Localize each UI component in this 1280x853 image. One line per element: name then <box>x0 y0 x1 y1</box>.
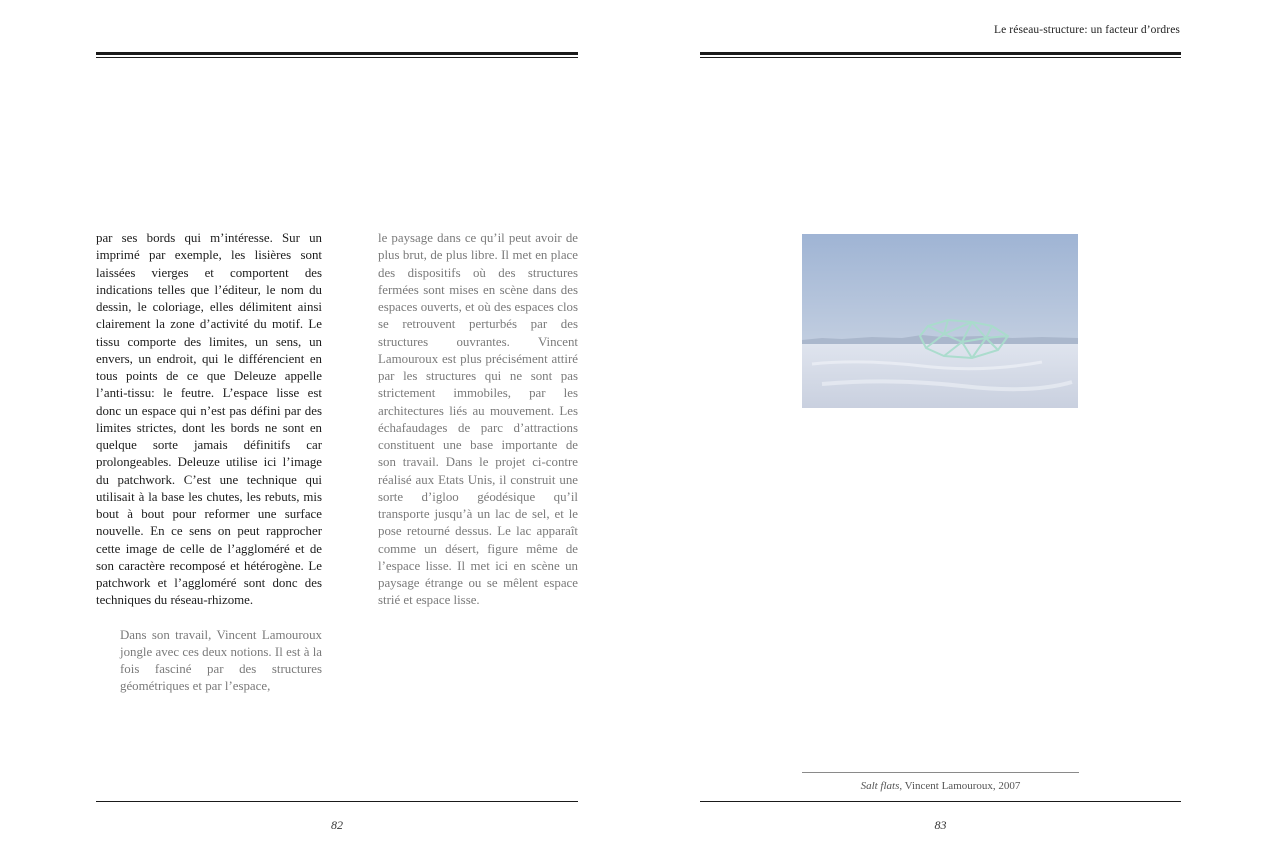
footer-rule <box>700 801 1181 802</box>
page-number: 82 <box>331 818 343 832</box>
footer-rule <box>96 801 578 802</box>
indented-paragraph: Dans son travail, Vincent Lamouroux jongle avec ces deux notions. Il est à la fois fasciné par des structures géométriques et par l’espace, <box>120 627 322 694</box>
caption-rule <box>802 772 1079 773</box>
header-double-rule <box>96 52 578 60</box>
text-column-2 <box>378 230 578 610</box>
body-paragraph: le paysage dans ce qu’il peut avoir de plus brut, de plus libre. Il met en place des dispositifs où des structures fermées sont mises en scène dans des espaces ouverts, et où des espaces clos se retrouvent perturbés par des structures ouvrantes. Vincent Lamouroux est plus précisément attiré par les structures qui ne sont pas strictement immobiles, par les architectures liés au mouvement. Les échafaudages de parc d’attractions constituent une base importante de son travail. Dans le projet ci-contre réalisé aux Etats Unis, il construit une sorte d’igloo géodésique qu’il transporte jusqu’à un lac de sel, et le pose retourné dessus. Le lac apparaît comme un désert, figure même de l’espace lisse. Il met ici en scène un paysage étrange ou se mêlent espace strié et espace lisse. <box>378 231 578 608</box>
salt-flats-photo <box>802 234 1078 408</box>
header-double-rule <box>700 52 1181 60</box>
body-paragraph: par ses bords qui m’intéresse. Sur un imprimé par exemple, les lisières sont laissées vierges et comportent des indications telles que l’éditeur, le nom du dessin, le coloriage, elles délimitent ainsi clairement la zone d’activité du motif. Le tissu comporte des limites, un sens, un envers, un endroit, qui le différencient en tous points de ce que Deleuze appelle l’anti-tissu: le feutre. L’espace lisse est donc un espace qui n’est pas défini par des limites strictes, dont les bords ne sont en quelque sorte jamais définitifs car prolongeables. Deleuze utilise ici l’image du patchwork. C’est une technique qui utilisait à la base les chutes, les rebuts, mis bout à bout pour reformer une surface nouvelle. En ce sens on peut rapprocher cette image de celle de l’aggloméré et de son caractère recomposé et hétérogène. Le patchwork et l’aggloméré sont donc des techniques du réseau-rhizome. <box>96 231 322 608</box>
caption-title: Salt flats, <box>860 780 903 792</box>
caption-credit: Vincent Lamouroux, 2007 <box>902 780 1021 792</box>
page-number: 83 <box>934 818 947 832</box>
running-head: Le réseau-structure: un facteur d’ordres <box>994 24 1180 36</box>
right-page <box>640 0 1280 853</box>
text-column-1 <box>96 230 322 696</box>
figure-caption <box>802 780 1079 792</box>
